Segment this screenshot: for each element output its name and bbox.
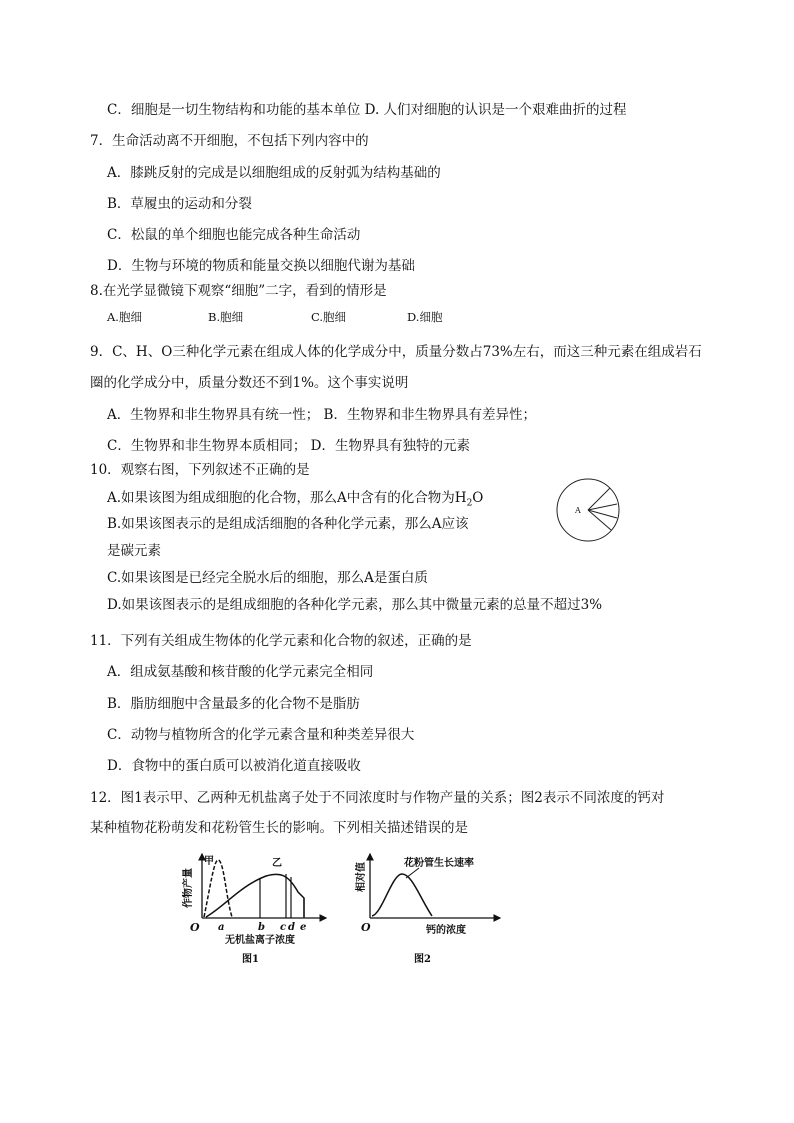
q7-option-a: A．膝跳反射的完成是以细胞组成的反射弧为结构基础的 — [107, 165, 441, 181]
q8-option-a: A.胞细 — [107, 310, 142, 324]
q7-option-b: B．草履虫的运动和分裂 — [107, 196, 252, 212]
fig1-tick-c: c — [280, 922, 287, 933]
fig1-xlabel: 无机盐离子浓度 — [225, 935, 295, 946]
q11-option-d: D．食物中的蛋白质可以被消化道直接吸收 — [107, 758, 361, 774]
q8-stem: 8.在光学显微镜下观察“细胞”二字，看到的情形是 — [90, 283, 387, 299]
q8-option-b: B.胞细 — [208, 310, 244, 324]
q8-option-c: C.胞细 — [311, 310, 347, 324]
fig2-curve — [372, 874, 432, 916]
q11-option-a: A．组成氨基酸和核苷酸的化学元素完全相同 — [107, 664, 374, 680]
fig2-origin: O — [361, 921, 371, 934]
fig1-tick-e: e — [300, 922, 307, 933]
q8-option-d: D.细胞 — [407, 310, 443, 324]
q7-option-c: C．松鼠的单个细胞也能完成各种生命活动 — [107, 227, 361, 243]
fig1-ylabel: 作物产量 — [183, 868, 194, 908]
q7-stem: 7．生命活动离不开细胞，不包括下列内容中的 — [90, 133, 369, 149]
fig1-tick-b: b — [258, 922, 265, 933]
figure-1 — [180, 848, 330, 968]
fig1-label-jia: 甲 — [204, 856, 214, 867]
q12-stem-line1: 12．图1表示甲、乙两种无机盐离子处于不同浓度时与作物产量的关系；图2表示不同浓度的钙对 — [90, 790, 665, 806]
q10-option-a: A.如果该图为组成细胞的化合物，那么A中含有的化合物为$H_2O$ — [107, 490, 484, 509]
fig1-caption: 图1 — [242, 954, 259, 965]
fig1-label-yi: 乙 — [272, 858, 282, 869]
fig2-xlabel: 钙的浓度 — [426, 925, 466, 936]
q6-options-cd: C．细胞是一切生物结构和功能的基本单位 D. 人们对细胞的认识是一个艰难曲折的过程 — [107, 102, 627, 118]
q11-option-c: C．动物与植物所含的化学元素含量和种类差异很大 — [107, 727, 415, 743]
fig2-ylabel: 相对值 — [356, 862, 367, 892]
q9-stem-line1: 9．C、H、O三种化学元素在组成人体的化学成分中，质量分数占73%左右，而这三种元素在组成岩石 — [90, 344, 702, 360]
q11-option-b: B．脂肪细胞中含量最多的化合物不是脂肪 — [107, 696, 360, 712]
fig1-curve-yi — [206, 874, 304, 917]
q7-option-d: D．生物与环境的物质和能量交换以细胞代谢为基础 — [107, 258, 415, 274]
q10-option-c: C.如果该图是已经完全脱水后的细胞，那么A是蛋白质 — [107, 570, 428, 586]
q9-options-cd: C．生物界和非生物界本质相同； D．生物界具有独特的元素 — [107, 438, 470, 454]
q11-stem: 11．下列有关组成生物体的化学元素和化合物的叙述，正确的是 — [90, 633, 472, 649]
q10-option-b-line1: B.如果该图表示的是组成活细胞的各种化学元素，那么A应该 — [107, 516, 469, 532]
q12-stem-line2: 某种植物花粉萌发和花粉管生长的影响。下列相关描述错误的是 — [90, 820, 468, 836]
q10-option-b-line2: 是碳元素 — [107, 543, 161, 559]
fig2-curve-label: 花粉管生长速率 — [404, 858, 474, 869]
fig1-origin: O — [190, 921, 200, 934]
q9-stem-line2: 圈的化学成分中，质量分数还不到1%。这个事实说明 — [90, 375, 409, 391]
q10-option-d: D.如果该图表示的是组成细胞的各种化学元素，那么其中微量元素的总量不超过3% — [107, 597, 603, 613]
fig1-tick-a: a — [218, 922, 225, 933]
fig2-caption: 图2 — [414, 954, 431, 965]
figure-2 — [354, 848, 514, 968]
pie-figure — [553, 475, 623, 545]
fig1-tick-d: d — [288, 922, 295, 933]
q10-stem: 10．观察右图，下列叙述不正确的是 — [90, 462, 310, 478]
pie-label-a: A — [575, 506, 581, 515]
q9-options-ab: A．生物界和非生物界具有统一性； B．生物界和非生物界具有差异性； — [107, 407, 536, 423]
